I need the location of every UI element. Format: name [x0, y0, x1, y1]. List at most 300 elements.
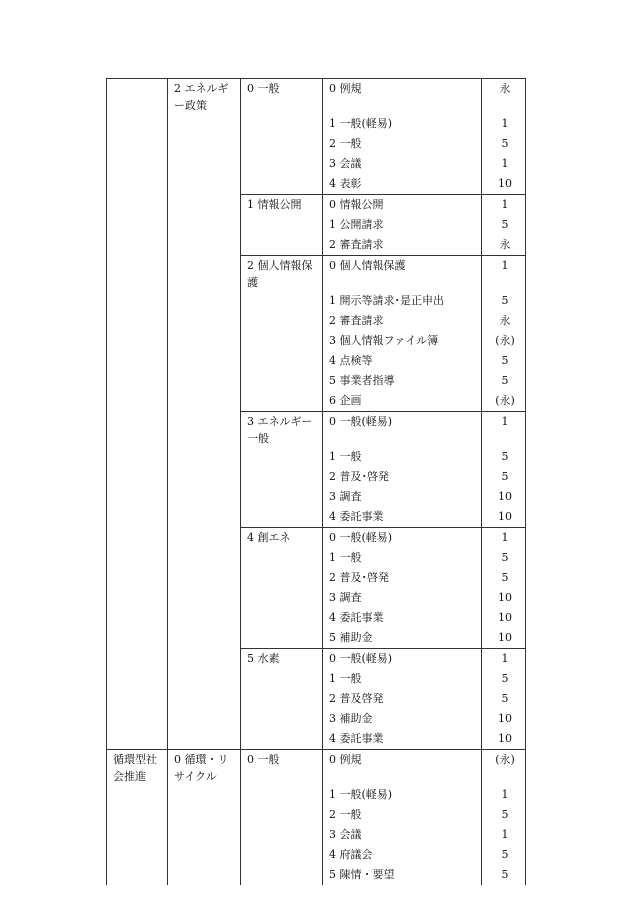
retention-period-text: 5: [501, 294, 509, 307]
retention-period-cell: [482, 528, 526, 549]
table-row: [107, 548, 526, 568]
minor-category-cell: [241, 154, 323, 174]
item-text: 3 会議: [329, 828, 362, 841]
middle-category-text: 2 エネルギー政策: [174, 82, 229, 112]
minor-category-cell: [241, 805, 323, 825]
item-cell: [323, 709, 482, 729]
retention-period-cell: [482, 114, 526, 134]
minor-category-cell: [241, 487, 323, 507]
minor-category-text: 5 水素: [247, 652, 280, 665]
middle-category-cell: [168, 154, 241, 174]
table-row: [107, 447, 526, 467]
minor-category-cell: [241, 825, 323, 845]
major-category-cell: [107, 669, 168, 689]
item-text: 3 調査: [329, 591, 362, 604]
item-text: 3 会議: [329, 157, 362, 170]
item-cell: [323, 114, 482, 134]
retention-period-cell: [482, 805, 526, 825]
middle-category-cell: [168, 845, 241, 865]
major-category-cell: [107, 689, 168, 709]
major-category-cell: [107, 174, 168, 195]
table-row: [107, 845, 526, 865]
retention-period-text: 1: [501, 259, 509, 272]
retention-period-text: 永: [499, 82, 511, 95]
item-text: 4 委託事業: [329, 611, 384, 624]
middle-category-cell: [168, 256, 241, 292]
table-row: [107, 79, 526, 115]
major-category-cell: [107, 154, 168, 174]
middle-category-cell: [168, 412, 241, 448]
middle-category-cell: [168, 750, 241, 786]
table-row: [107, 649, 526, 670]
retention-period-text: (永): [495, 753, 515, 766]
retention-period-text: 5: [501, 137, 509, 150]
retention-period-cell: [482, 669, 526, 689]
minor-category-cell: [241, 174, 323, 195]
retention-period-cell: [482, 391, 526, 412]
minor-category-text: 0 一般: [247, 753, 280, 766]
table-row: [107, 467, 526, 487]
retention-period-text: 永: [499, 238, 511, 251]
retention-period-cell: [482, 588, 526, 608]
minor-category-cell: [241, 291, 323, 311]
table-row: [107, 256, 526, 292]
major-category-cell: [107, 311, 168, 331]
table-row: [107, 608, 526, 628]
table-row: [107, 709, 526, 729]
table-row: [107, 114, 526, 134]
retention-period-cell: [482, 215, 526, 235]
major-category-cell: [107, 195, 168, 216]
retention-period-text: 1: [501, 117, 509, 130]
item-cell: [323, 689, 482, 709]
retention-period-text: 1: [501, 828, 509, 841]
table-row: [107, 628, 526, 649]
minor-category-cell: [241, 507, 323, 528]
item-cell: [323, 750, 482, 786]
major-category-cell: [107, 865, 168, 885]
middle-category-cell: [168, 174, 241, 195]
major-category-cell: [107, 588, 168, 608]
table-row: [107, 825, 526, 845]
minor-category-cell: [241, 79, 323, 115]
major-category-cell: [107, 134, 168, 154]
minor-category-cell: [241, 331, 323, 351]
middle-category-cell: [168, 825, 241, 845]
item-cell: [323, 412, 482, 448]
middle-category-cell: [168, 467, 241, 487]
retention-period-text: 5: [501, 218, 509, 231]
minor-category-cell: [241, 235, 323, 256]
retention-period-text: 5: [501, 672, 509, 685]
middle-category-cell: [168, 628, 241, 649]
item-text: 0 一般(軽易): [329, 531, 393, 544]
retention-period-text: 5: [501, 470, 509, 483]
major-category-cell: [107, 351, 168, 371]
item-cell: [323, 154, 482, 174]
minor-category-cell: [241, 134, 323, 154]
minor-category-cell: [241, 568, 323, 588]
retention-period-text: (永): [495, 394, 515, 407]
middle-category-cell: [168, 351, 241, 371]
minor-category-cell: [241, 351, 323, 371]
middle-category-cell: [168, 709, 241, 729]
item-cell: [323, 174, 482, 195]
retention-period-cell: [482, 174, 526, 195]
item-text: 5 補助金: [329, 631, 373, 644]
minor-category-text: 0 一般: [247, 82, 280, 95]
major-category-cell: [107, 447, 168, 467]
item-text: 2 普及･啓発: [329, 571, 389, 584]
middle-category-cell: [168, 608, 241, 628]
retention-period-text: 10: [498, 591, 512, 604]
retention-period-cell: [482, 351, 526, 371]
retention-period-cell: [482, 134, 526, 154]
retention-period-text: 永: [499, 314, 511, 327]
minor-category-text: 4 創エネ: [247, 531, 291, 544]
retention-period-text: 10: [498, 490, 512, 503]
major-category-cell: [107, 628, 168, 649]
minor-category-cell: [241, 608, 323, 628]
item-cell: [323, 528, 482, 549]
retention-period-cell: [482, 825, 526, 845]
item-cell: [323, 568, 482, 588]
middle-category-cell: [168, 649, 241, 670]
retention-period-cell: [482, 467, 526, 487]
major-category-text: 循環型社会推進: [113, 753, 157, 783]
item-text: 2 普及啓発: [329, 692, 384, 705]
retention-period-cell: [482, 750, 526, 786]
item-text: 2 審査請求: [329, 238, 384, 251]
retention-period-text: 5: [501, 450, 509, 463]
item-text: 2 審査請求: [329, 314, 384, 327]
minor-category-cell: [241, 649, 323, 670]
item-cell: [323, 845, 482, 865]
item-cell: [323, 371, 482, 391]
item-text: 4 点検等: [329, 354, 373, 367]
item-text: 2 普及･啓発: [329, 470, 389, 483]
major-category-cell: [107, 507, 168, 528]
minor-category-cell: [241, 256, 323, 292]
table-row: [107, 235, 526, 256]
major-category-cell: [107, 215, 168, 235]
middle-category-cell: [168, 689, 241, 709]
minor-category-cell: [241, 628, 323, 649]
retention-period-cell: [482, 331, 526, 351]
table-row: [107, 865, 526, 885]
item-text: 5 事業者指導: [329, 374, 395, 387]
major-category-cell: [107, 235, 168, 256]
item-text: 0 例規: [329, 82, 362, 95]
middle-category-cell: [168, 215, 241, 235]
item-text: 4 府議会: [329, 848, 373, 861]
retention-period-text: 5: [501, 551, 509, 564]
item-cell: [323, 195, 482, 216]
table-row: [107, 528, 526, 549]
table-row: [107, 588, 526, 608]
major-category-cell: [107, 256, 168, 292]
retention-period-cell: [482, 371, 526, 391]
retention-period-cell: [482, 154, 526, 174]
minor-category-cell: [241, 391, 323, 412]
table-row: [107, 371, 526, 391]
item-text: 0 情報公開: [329, 198, 384, 211]
item-cell: [323, 256, 482, 292]
middle-category-cell: [168, 114, 241, 134]
retention-period-cell: [482, 689, 526, 709]
item-cell: [323, 291, 482, 311]
middle-category-cell: [168, 669, 241, 689]
item-text: 1 一般: [329, 672, 362, 685]
major-category-cell: [107, 528, 168, 549]
retention-period-text: 5: [501, 374, 509, 387]
minor-category-cell: [241, 750, 323, 786]
minor-category-cell: [241, 548, 323, 568]
middle-category-cell: [168, 729, 241, 750]
table-row: [107, 412, 526, 448]
middle-category-cell: [168, 311, 241, 331]
item-cell: [323, 215, 482, 235]
middle-category-cell: [168, 447, 241, 467]
retention-period-text: 1: [501, 652, 509, 665]
retention-period-text: 10: [498, 712, 512, 725]
middle-category-cell: [168, 588, 241, 608]
item-cell: [323, 548, 482, 568]
item-cell: [323, 487, 482, 507]
retention-period-text: (永): [495, 334, 515, 347]
table-row: [107, 805, 526, 825]
major-category-cell: [107, 805, 168, 825]
middle-category-cell: [168, 548, 241, 568]
middle-category-cell: [168, 528, 241, 549]
retention-period-cell: [482, 709, 526, 729]
item-text: 3 調査: [329, 490, 362, 503]
retention-period-cell: [482, 649, 526, 670]
item-cell: [323, 669, 482, 689]
item-cell: [323, 331, 482, 351]
minor-category-cell: [241, 785, 323, 805]
item-cell: [323, 588, 482, 608]
middle-category-text: 0 循環・リサイクル: [174, 753, 229, 783]
major-category-cell: [107, 568, 168, 588]
item-cell: [323, 608, 482, 628]
middle-category-cell: [168, 805, 241, 825]
major-category-cell: [107, 750, 168, 786]
minor-category-text: 3 エネルギー一般: [247, 415, 313, 445]
item-cell: [323, 825, 482, 845]
item-text: 4 表彰: [329, 177, 362, 190]
middle-category-cell: [168, 291, 241, 311]
retention-period-cell: [482, 548, 526, 568]
item-text: 4 委託事業: [329, 510, 384, 523]
item-text: 3 補助金: [329, 712, 373, 725]
minor-category-cell: [241, 412, 323, 448]
retention-period-cell: [482, 865, 526, 885]
retention-period-text: 5: [501, 354, 509, 367]
item-text: 1 一般: [329, 450, 362, 463]
minor-category-cell: [241, 215, 323, 235]
middle-category-cell: [168, 79, 241, 115]
middle-category-cell: [168, 134, 241, 154]
table-row: [107, 729, 526, 750]
item-cell: [323, 79, 482, 115]
minor-category-cell: [241, 447, 323, 467]
item-text: 0 例規: [329, 753, 362, 766]
table-row: [107, 785, 526, 805]
minor-category-cell: [241, 528, 323, 549]
retention-period-cell: [482, 311, 526, 331]
item-cell: [323, 507, 482, 528]
minor-category-text: 1 情報公開: [247, 198, 302, 211]
minor-category-cell: [241, 114, 323, 134]
retention-period-cell: [482, 256, 526, 292]
item-text: 1 一般(軽易): [329, 788, 393, 801]
retention-period-cell: [482, 447, 526, 467]
retention-period-cell: [482, 291, 526, 311]
item-cell: [323, 865, 482, 885]
retention-period-cell: [482, 79, 526, 115]
item-text: 5 陳情・要望: [329, 868, 395, 881]
retention-period-text: 1: [501, 415, 509, 428]
major-category-cell: [107, 845, 168, 865]
item-text: 0 一般(軽易): [329, 415, 393, 428]
middle-category-cell: [168, 331, 241, 351]
retention-period-text: 10: [498, 732, 512, 745]
middle-category-cell: [168, 785, 241, 805]
major-category-cell: [107, 331, 168, 351]
item-text: 2 一般: [329, 808, 362, 821]
major-category-cell: [107, 391, 168, 412]
major-category-cell: [107, 79, 168, 115]
retention-period-text: 5: [501, 571, 509, 584]
minor-category-cell: [241, 467, 323, 487]
major-category-cell: [107, 709, 168, 729]
retention-period-text: 1: [501, 157, 509, 170]
table-row: [107, 750, 526, 786]
retention-period-text: 10: [498, 631, 512, 644]
table-row: [107, 195, 526, 216]
retention-period-cell: [482, 628, 526, 649]
retention-period-text: 5: [501, 868, 509, 881]
item-text: 1 開示等請求･是正申出: [329, 294, 444, 307]
retention-period-text: 10: [498, 611, 512, 624]
table-row: [107, 291, 526, 311]
item-cell: [323, 785, 482, 805]
item-cell: [323, 311, 482, 331]
middle-category-cell: [168, 235, 241, 256]
item-text: 1 一般: [329, 551, 362, 564]
minor-category-cell: [241, 689, 323, 709]
item-text: 6 企画: [329, 394, 362, 407]
item-text: 0 個人情報保護: [329, 259, 406, 272]
table-row: [107, 689, 526, 709]
retention-period-cell: [482, 568, 526, 588]
middle-category-cell: [168, 487, 241, 507]
table-row: [107, 134, 526, 154]
item-text: 2 一般: [329, 137, 362, 150]
retention-period-text: 5: [501, 808, 509, 821]
middle-category-cell: [168, 865, 241, 885]
major-category-cell: [107, 291, 168, 311]
major-category-cell: [107, 487, 168, 507]
major-category-cell: [107, 467, 168, 487]
retention-period-text: 10: [498, 177, 512, 190]
table-row: [107, 507, 526, 528]
major-category-cell: [107, 114, 168, 134]
retention-period-cell: [482, 608, 526, 628]
table-row: [107, 215, 526, 235]
table-row: [107, 331, 526, 351]
major-category-cell: [107, 825, 168, 845]
middle-category-cell: [168, 195, 241, 216]
major-category-cell: [107, 548, 168, 568]
retention-period-cell: [482, 412, 526, 448]
middle-category-cell: [168, 391, 241, 412]
table-row: [107, 391, 526, 412]
table-row: [107, 174, 526, 195]
retention-period-cell: [482, 845, 526, 865]
minor-category-cell: [241, 865, 323, 885]
item-text: 3 個人情報ファイル簿: [329, 334, 439, 347]
item-text: 1 一般(軽易): [329, 117, 393, 130]
retention-period-cell: [482, 785, 526, 805]
item-text: 1 公開請求: [329, 218, 384, 231]
retention-period-text: 1: [501, 788, 509, 801]
item-cell: [323, 729, 482, 750]
middle-category-cell: [168, 507, 241, 528]
major-category-cell: [107, 412, 168, 448]
item-cell: [323, 805, 482, 825]
item-cell: [323, 134, 482, 154]
major-category-cell: [107, 608, 168, 628]
retention-period-text: 5: [501, 848, 509, 861]
minor-category-cell: [241, 195, 323, 216]
retention-period-text: 1: [501, 531, 509, 544]
major-category-cell: [107, 729, 168, 750]
major-category-cell: [107, 371, 168, 391]
middle-category-cell: [168, 568, 241, 588]
item-cell: [323, 467, 482, 487]
major-category-cell: [107, 785, 168, 805]
middle-category-cell: [168, 371, 241, 391]
minor-category-cell: [241, 371, 323, 391]
minor-category-cell: [241, 588, 323, 608]
minor-category-cell: [241, 729, 323, 750]
table-row: [107, 351, 526, 371]
retention-period-text: 1: [501, 198, 509, 211]
table-row: [107, 568, 526, 588]
item-cell: [323, 649, 482, 670]
major-category-cell: [107, 649, 168, 670]
retention-period-text: 5: [501, 692, 509, 705]
item-cell: [323, 235, 482, 256]
minor-category-cell: [241, 311, 323, 331]
item-text: 4 委託事業: [329, 732, 384, 745]
minor-category-cell: [241, 669, 323, 689]
table-row: [107, 311, 526, 331]
table-row: [107, 154, 526, 174]
retention-period-cell: [482, 487, 526, 507]
retention-period-text: 10: [498, 510, 512, 523]
minor-category-cell: [241, 845, 323, 865]
minor-category-cell: [241, 709, 323, 729]
item-cell: [323, 391, 482, 412]
retention-period-cell: [482, 729, 526, 750]
retention-period-cell: [482, 195, 526, 216]
item-cell: [323, 447, 482, 467]
table-row: [107, 487, 526, 507]
item-cell: [323, 628, 482, 649]
